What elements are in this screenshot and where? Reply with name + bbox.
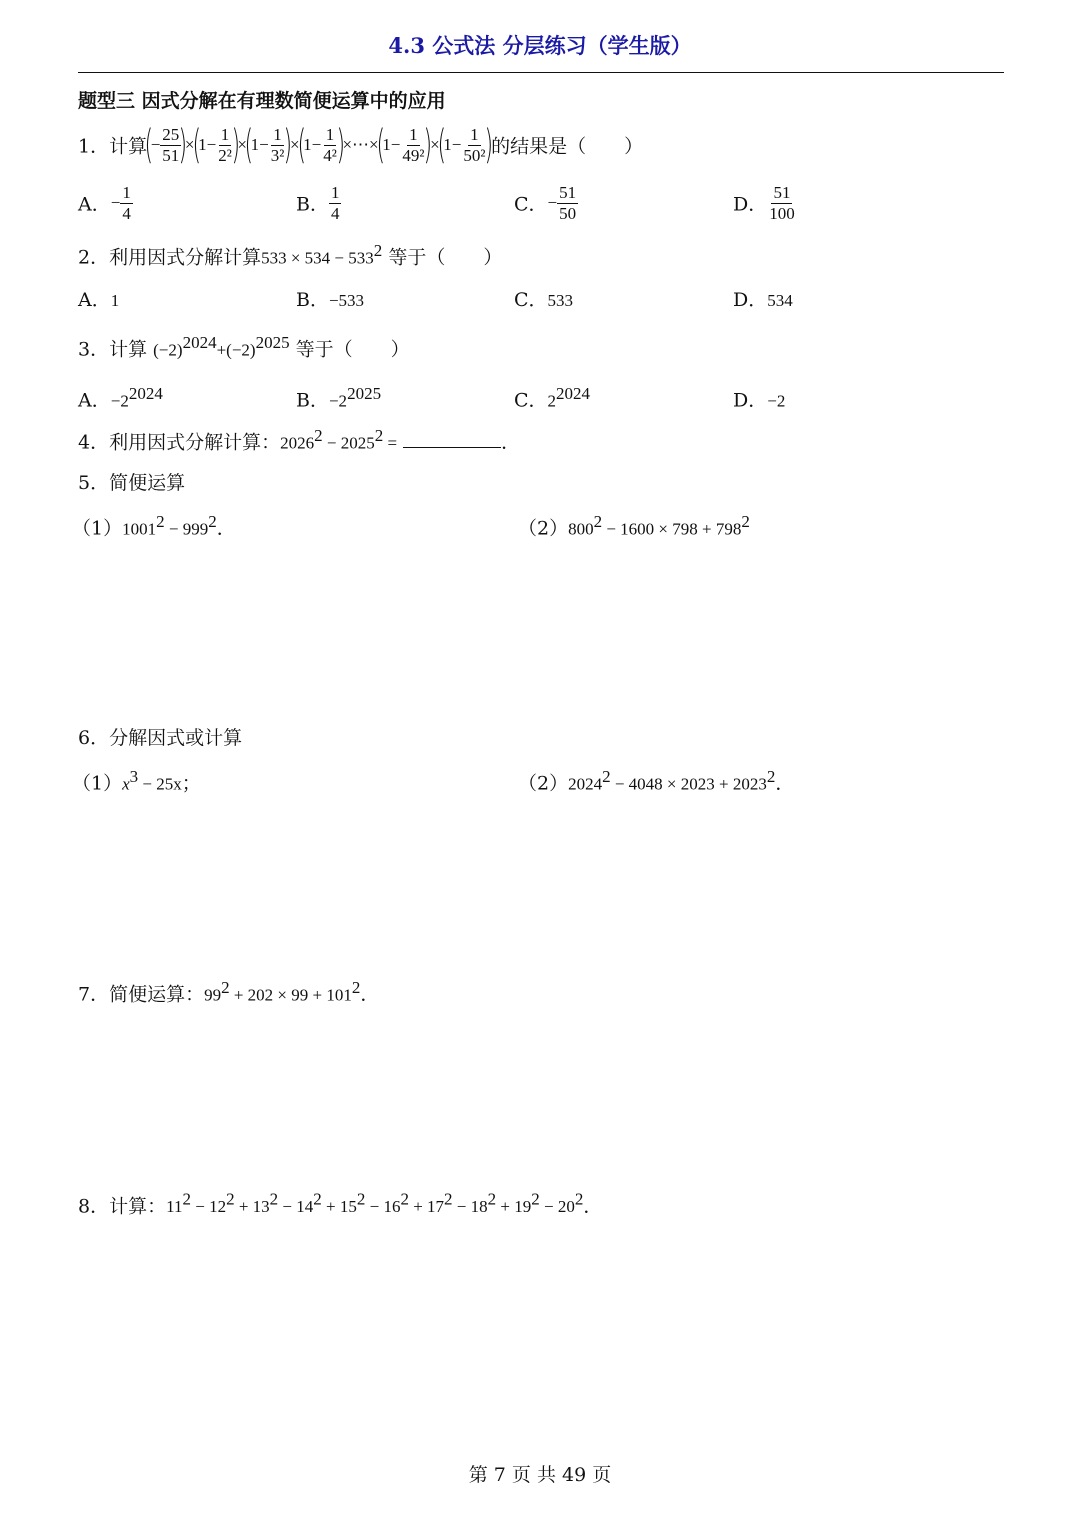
option-base: 2 xyxy=(547,391,557,411)
fraction-denominator: 100 xyxy=(769,203,795,223)
exponent: 2 xyxy=(400,1190,409,1209)
fraction-numerator: 25 xyxy=(162,124,180,144)
operator: − xyxy=(278,1197,297,1217)
q1-option-c[interactable] xyxy=(514,183,578,223)
term: 999 xyxy=(182,519,209,539)
period: ． xyxy=(501,431,521,454)
fraction-numerator: 1 xyxy=(273,124,282,144)
option-label: C． xyxy=(514,389,548,412)
q4-term-a: 2026 xyxy=(280,433,315,453)
period: ． xyxy=(360,983,380,1006)
option-fraction xyxy=(767,183,797,223)
term: 14 xyxy=(296,1197,314,1217)
exponent: 2 xyxy=(373,241,383,260)
term: 18 xyxy=(470,1197,488,1217)
ellipsis: ×⋯× xyxy=(342,135,379,154)
term: 2023 xyxy=(732,774,767,794)
option-label: C． xyxy=(514,289,548,311)
operator: − xyxy=(539,1197,558,1217)
page-footer: 第 7 页 共 49 页 xyxy=(468,1464,612,1486)
exponent: 2024 xyxy=(556,384,591,403)
operator: − xyxy=(164,519,183,539)
q1-prefix: 1．计算 xyxy=(78,135,148,158)
fraction-numerator: 51 xyxy=(559,183,577,202)
page-header-title: 4.3 公式法 分层练习（学生版） xyxy=(388,33,692,58)
option-value: 534 xyxy=(767,291,793,310)
close-paren: ) xyxy=(231,122,240,168)
fraction-denominator: 51 xyxy=(162,145,180,165)
open-paren: ( xyxy=(437,122,446,168)
option-label: B． xyxy=(296,193,329,216)
fraction-denominator: 50² xyxy=(463,145,486,165)
q3-base-2: (−2) xyxy=(226,340,256,360)
exponent: 2 xyxy=(314,426,323,445)
question-6-part-1 xyxy=(72,767,201,795)
option-label: D． xyxy=(733,389,768,412)
exponent: 2 xyxy=(356,1190,366,1209)
option-base: −2 xyxy=(110,391,129,411)
option-label: D． xyxy=(733,193,768,216)
fraction-denominator: 4 xyxy=(330,203,340,223)
question-2 xyxy=(78,241,502,269)
exponent: 2 xyxy=(313,1190,322,1209)
open-paren: ( xyxy=(244,122,254,168)
operator: − xyxy=(190,1197,210,1217)
question-5-part-1 xyxy=(72,512,236,540)
one: 1− xyxy=(382,135,401,154)
close-paren: ) xyxy=(484,122,494,168)
exponent: 2 xyxy=(766,767,776,786)
semicolon: ； xyxy=(181,772,201,795)
option-base: −2 xyxy=(328,391,348,411)
exponent: 2 xyxy=(531,1190,540,1209)
q2-expression: 533 × 534 − 533 xyxy=(261,248,374,268)
exponent: 2025 xyxy=(255,333,290,352)
times-sign: × xyxy=(237,135,248,154)
option-value: 1 xyxy=(110,291,120,310)
fraction-denominator: 50 xyxy=(559,203,577,223)
question-7 xyxy=(78,978,379,1006)
expression-middle: + 202 × 99 + xyxy=(229,985,327,1005)
question-8 xyxy=(78,1190,602,1218)
q7-prefix: 7．简便运算： xyxy=(78,983,205,1006)
one: 1− xyxy=(250,135,269,154)
close-paren: ) xyxy=(336,122,345,168)
option-fraction xyxy=(329,183,342,223)
open-paren: ( xyxy=(192,122,201,168)
exponent: 2 xyxy=(269,1190,279,1209)
question-6-title: 6．分解因式或计算 xyxy=(78,727,243,749)
q4-prefix: 4．利用因式分解计算： xyxy=(78,431,281,454)
plus-sign: + xyxy=(216,340,227,360)
exponent: 2 xyxy=(574,1190,584,1209)
operator: + xyxy=(496,1197,515,1217)
open-paren: ( xyxy=(144,122,154,168)
option-label: A． xyxy=(78,389,111,412)
q3-option-c[interactable] xyxy=(514,384,590,412)
exponent: 2024 xyxy=(182,333,217,352)
times-sign: × xyxy=(430,135,440,154)
question-1 xyxy=(78,122,643,168)
exponent: 2 xyxy=(351,978,361,997)
q3-option-a[interactable] xyxy=(78,384,163,412)
one: 1− xyxy=(443,135,462,154)
fraction-denominator: 4 xyxy=(122,203,131,223)
operator: + xyxy=(234,1197,253,1217)
expression-rest: − 25x xyxy=(138,774,182,794)
variable-x: x xyxy=(122,774,130,794)
q2-prefix: 2．利用因式分解计算 xyxy=(78,246,262,269)
term: 99 xyxy=(204,985,222,1005)
q3-base-1: (−2) xyxy=(153,340,183,360)
fraction-denominator: 49² xyxy=(402,145,425,165)
part-label: （2） xyxy=(518,517,569,540)
part-label: （1） xyxy=(72,517,123,540)
one: 1− xyxy=(198,135,217,154)
exponent: 3 xyxy=(129,767,139,786)
question-6-part-2 xyxy=(518,767,794,795)
question-3 xyxy=(78,333,410,361)
fraction-numerator: 1 xyxy=(122,183,131,202)
q8-prefix: 8．计算： xyxy=(78,1195,167,1218)
minus-sign: − xyxy=(150,135,161,154)
term: 1001 xyxy=(122,519,157,539)
open-paren: ( xyxy=(297,122,306,168)
option-label: A． xyxy=(78,289,111,311)
q1-option-a[interactable] xyxy=(78,183,133,223)
exponent: 2 xyxy=(487,1190,497,1209)
operator: − xyxy=(365,1197,384,1217)
part-label: （1） xyxy=(72,772,123,795)
q2-option-c[interactable] xyxy=(514,285,573,312)
option-label: B． xyxy=(296,289,329,311)
exponent: 2 xyxy=(593,512,603,531)
option-fraction xyxy=(120,183,133,223)
equals-sign: = xyxy=(383,433,398,453)
question-5-title: 5．简便运算 xyxy=(78,472,186,494)
q2-option-d[interactable] xyxy=(733,285,793,312)
fraction-denominator: 2² xyxy=(218,145,232,165)
term: 13 xyxy=(252,1197,270,1217)
q8-expression xyxy=(166,1190,584,1217)
option-label: C． xyxy=(514,193,548,216)
q4-term-b: 2025 xyxy=(340,433,375,453)
option-value: −533 xyxy=(328,291,365,310)
exponent: 2 xyxy=(444,1190,453,1209)
times-sign: × xyxy=(289,135,300,154)
period: ． xyxy=(216,517,236,540)
one: 1− xyxy=(303,135,322,154)
term: 20 xyxy=(557,1197,575,1217)
option-value: 533 xyxy=(547,291,574,310)
fraction-numerator: 1 xyxy=(330,183,340,202)
exponent: 2025 xyxy=(347,384,382,403)
q2-option-a[interactable] xyxy=(78,285,119,312)
option-sign: − xyxy=(110,193,121,213)
term: 798 xyxy=(715,519,742,539)
fraction-denominator: 3² xyxy=(270,145,285,165)
fraction-numerator: 1 xyxy=(325,124,335,144)
times-sign: × xyxy=(184,135,195,154)
fraction-numerator: 51 xyxy=(773,183,791,202)
option-label: A． xyxy=(78,193,111,216)
term: 11 xyxy=(166,1197,183,1217)
q2-suffix: 等于（ ） xyxy=(388,246,503,269)
q3-suffix: 等于（ ） xyxy=(295,338,410,361)
exponent: 2 xyxy=(226,1190,235,1209)
q2-option-b[interactable] xyxy=(296,285,364,312)
period: ． xyxy=(775,772,795,795)
term: 12 xyxy=(209,1197,227,1217)
answer-blank[interactable] xyxy=(403,431,501,448)
period: ． xyxy=(583,1195,603,1218)
fraction-numerator: 1 xyxy=(409,124,418,144)
q3-option-b[interactable] xyxy=(296,384,381,412)
operator: + xyxy=(321,1197,340,1217)
q3-prefix: 3．计算 xyxy=(78,338,148,361)
exponent: 2 xyxy=(374,426,384,445)
term: 19 xyxy=(514,1197,532,1217)
fraction-numerator: 1 xyxy=(220,124,230,144)
header-divider xyxy=(78,72,1004,73)
term: 101 xyxy=(326,985,352,1005)
operator: − xyxy=(452,1197,471,1217)
option-label: B． xyxy=(296,389,329,412)
term: 17 xyxy=(427,1197,445,1217)
expression-middle: − 4048 × 2023 + xyxy=(610,774,733,794)
exponent: 2 xyxy=(602,767,611,786)
q1-suffix: 的结果是（ ） xyxy=(491,135,644,158)
minus-sign: − xyxy=(322,433,341,453)
expression-middle: − 1600 × 798 + xyxy=(602,519,716,539)
question-5-part-2 xyxy=(518,512,750,540)
close-paren: ) xyxy=(283,122,293,168)
fraction-denominator: 4² xyxy=(323,145,337,165)
exponent: 2 xyxy=(156,512,165,531)
close-paren: ) xyxy=(178,122,188,168)
operator: + xyxy=(408,1197,428,1217)
exponent: 2 xyxy=(182,1190,191,1209)
close-paren: ) xyxy=(423,122,433,168)
exponent: 2 xyxy=(208,512,217,531)
term: 2024 xyxy=(568,774,603,794)
question-4 xyxy=(78,426,520,454)
exponent: 2 xyxy=(221,978,230,997)
option-base: −2 xyxy=(767,391,786,411)
q1-option-d[interactable] xyxy=(733,183,797,223)
open-paren: ( xyxy=(376,122,385,168)
exponent: 2 xyxy=(741,512,750,531)
option-sign: − xyxy=(547,193,558,213)
term: 15 xyxy=(339,1197,357,1217)
section-title: 题型三 因式分解在有理数简便运算中的应用 xyxy=(78,90,446,112)
option-fraction xyxy=(557,183,578,223)
part-label: （2） xyxy=(518,772,569,795)
q1-option-b[interactable] xyxy=(296,183,341,223)
q3-option-d[interactable] xyxy=(733,384,785,412)
fraction-numerator: 1 xyxy=(470,124,479,144)
term: 800 xyxy=(568,519,594,539)
exponent: 2024 xyxy=(128,384,163,403)
option-label: D． xyxy=(733,289,768,311)
term: 16 xyxy=(383,1197,401,1217)
